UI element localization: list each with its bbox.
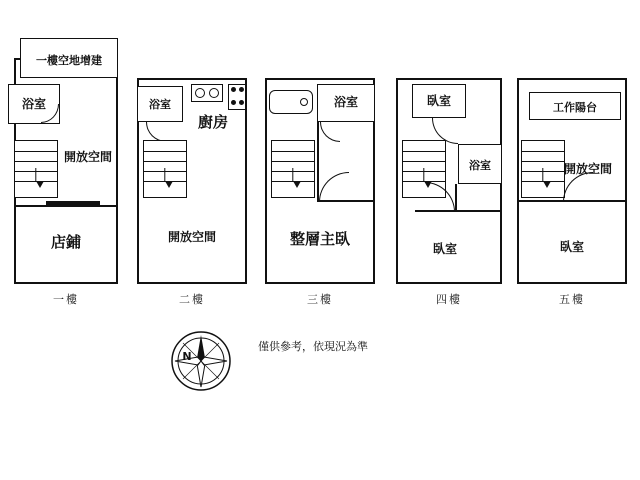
room-label-balcony-f5: 工作陽台 [553, 101, 597, 114]
sink-basin-right-f2 [209, 88, 219, 98]
stove-burner-4 [239, 100, 244, 105]
room-label-shop-f1: 店鋪 [50, 233, 81, 251]
partition-vert-f4 [455, 184, 457, 212]
partition-f3 [317, 122, 319, 200]
room-label-bedroom-lower-f4: 臥室 [432, 242, 457, 256]
room-label-bathroom-f3: 浴室 [333, 95, 358, 109]
room-label-annex-f1: 一樓空地增建 [36, 54, 102, 67]
stairs-f3 [271, 140, 315, 198]
sink-basin-left-f2 [195, 88, 205, 98]
compass-north-label: N [182, 350, 192, 363]
floor-label-1: 一樓 [53, 293, 79, 306]
stove-burner-2 [239, 87, 244, 92]
bathtub-drain-f3 [300, 98, 308, 106]
room-label-bedroom-top-f4: 臥室 [426, 94, 451, 108]
room-label-kitchen-f2: 廚房 [197, 113, 228, 131]
floor-label-4: 四樓 [436, 293, 462, 306]
room-label-master-bedroom-f3: 整層主臥 [289, 230, 350, 248]
room-label-open-space-f5: 開放空間 [563, 162, 612, 176]
stove-burner-1 [231, 87, 236, 92]
room-label-open-space-f1: 開放空間 [63, 150, 112, 164]
shop-front-f1 [46, 201, 100, 205]
room-label-bedroom-f5: 臥室 [559, 240, 584, 254]
room-label-bathroom-f2: 浴室 [149, 98, 171, 111]
stairs-f2 [143, 140, 187, 198]
partition-bottom-f3 [317, 200, 375, 202]
stove-burner-3 [231, 100, 236, 105]
room-label-open-space-f2: 開放空間 [167, 230, 216, 244]
floor-label-2: 二樓 [179, 293, 205, 306]
disclaimer-note: 僅供參考，依現況為準 [258, 340, 368, 353]
floor-label-5: 五樓 [559, 293, 585, 306]
divider-f1 [14, 205, 118, 207]
stairs-f1 [14, 140, 58, 198]
room-label-bathroom-f4: 浴室 [469, 159, 491, 172]
floor-label-3: 三樓 [307, 293, 333, 306]
room-label-bathroom-f1: 浴室 [21, 97, 46, 111]
